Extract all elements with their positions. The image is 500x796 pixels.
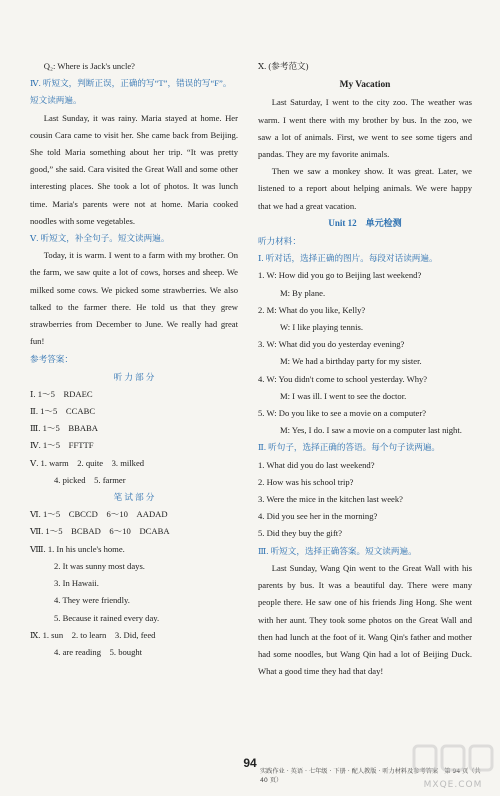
unit-title: Unit 12 单元检测 xyxy=(328,217,402,228)
answer-line: 3. In Hawaii. xyxy=(54,578,99,589)
listening-passage: Today, it is warm. I went to a farm with my brother. On the farm, we saw quite a lot of cows, horses and sheep. We milked some cows. We picked some strawberries. We also talked to the farmer there. He told us that they grew strawberries from December to June. We really had great fun! xyxy=(30,250,238,347)
materials-heading: 听力材料： xyxy=(258,236,301,247)
right-column xyxy=(258,58,472,680)
section-heading: Ⅱ. 听句子，选择正确的答语。每个句子读两遍。 xyxy=(258,442,441,453)
dialogue-line: W: I like playing tennis. xyxy=(280,322,363,333)
answer-line: Ⅸ. 1. sun 2. to learn 3. Did, feed xyxy=(30,629,156,640)
essay-title: My Vacation xyxy=(339,80,391,91)
part-heading: 听 力 部 分 xyxy=(113,371,155,382)
part-heading: 笔 试 部 分 xyxy=(113,492,155,503)
answer-line: 2. It was sunny most days. xyxy=(54,560,145,571)
answer-line: 5. Because it rained every day. xyxy=(54,612,160,623)
essay-paragraph: Last Saturday, I went to the city zoo. The weather was warm. I went there with my brother by bus. In the zoo, we saw a lot of animals. First, we went to see some tigers and pandas. They are my favorite animals. xyxy=(258,97,472,160)
answer-line: Ⅱ. 1～5 CCABC xyxy=(30,406,96,417)
answer-line: Ⅰ. 1～5 RDAEC xyxy=(30,388,93,399)
section-heading: Ⅲ. 听短文，选择正确答案。短文读两遍。 xyxy=(258,545,417,556)
dialogue-line: 4. W: You didn't come to school yesterday. Why? xyxy=(258,373,428,384)
sentence-line: 1. What did you do last weekend? xyxy=(258,459,375,470)
section-heading: Ⅴ. 听短文，补全句子。短文读两遍。 xyxy=(30,233,170,244)
answer-line: Ⅵ. 1～5 CBCCD 6～10 AADAD xyxy=(30,509,168,520)
dialogue-line: 2. M: What do you like, Kelly? xyxy=(258,304,366,315)
sentence-line: 4. Did you see her in the morning? xyxy=(258,511,378,522)
essay-paragraph: Then we saw a monkey show. It was great. Later, we listened to a report about helping animals. We were happy that we had a great vacation. xyxy=(258,166,472,211)
dialogue-line: M: Yes, I do. I saw a movie on a computer last night. xyxy=(280,425,462,436)
page-footer: 实践作业 · 英语 · 七年级 · 下册 · 配人教版 · 听力材料及参考答案 第 94 页（共 40 页） xyxy=(260,768,481,784)
listening-passage: Last Sunday, it was rainy. Maria stayed at home. Her cousin Cara came to visit her. She came back from Beijing. She told Maria something about her trip. “It was pretty good,” she said. Cara visited the Great Wall and some other interesting places. She took a lot of photos. It was lunch time. Maria's parents were not at home. Maria cooked noodles with some vegetables. xyxy=(30,112,238,226)
watermark-text: MXQE.COM xyxy=(423,780,483,790)
dialogue-line: M: We had a birthday party for my sister. xyxy=(280,356,422,367)
page-number: 94 xyxy=(243,756,257,770)
sentence-line: 2. How was his school trip? xyxy=(258,476,354,487)
answer-line: Ⅴ. 1. warm 2. quite 3. milked xyxy=(30,457,145,468)
answer-line: Ⅲ. 1～5 BBABA xyxy=(30,423,98,434)
dialogue-line: M: I was ill. I went to see the doctor. xyxy=(280,390,407,401)
sentence-line: 3. Were the mice in the kitchen last week? xyxy=(258,494,403,505)
answers-heading: 参考答案： xyxy=(30,354,73,365)
answer-line: 4. They were friendly. xyxy=(54,595,130,606)
section-heading: Ⅰ. 听对话，选择正确的图片。每段对话读两遍。 xyxy=(258,253,438,264)
dialogue-line: M: By plane. xyxy=(280,287,326,298)
answer-line: Ⅶ. 1～5 BCBAD 6～10 DCABA xyxy=(30,526,170,537)
dialogue-line: 5. W: Do you like to see a movie on a computer? xyxy=(258,408,427,419)
answer-line: Ⅷ. 1. In his uncle's home. xyxy=(30,543,125,554)
left-column xyxy=(30,58,238,661)
answer-line: 4. picked 5. farmer xyxy=(54,474,126,485)
dialogue-line: 3. W: What did you do yesterday evening? xyxy=(258,339,405,350)
listening-passage: Last Sunday, Wang Qin went to the Great Wall with his parents by bus. It was a beautiful day. There were many people there. He saw one of his friends Jing Hong. She went with her aunt. They took some photos on the Great Wall and then had lunch at the foot of it. Wang Qin's father and mother had some noodles, but Wang Qin had a lot of Beijing Duck. What a good time they had that day! xyxy=(258,562,472,677)
answer-line: Ⅳ. 1～5 FFTTF xyxy=(30,440,94,451)
answer-line: 4. are reading 5. bought xyxy=(54,646,143,657)
section-heading: Ⅳ. 听短文，判断正误，正确的写“T”，错误的写“F”。短文读两遍。 xyxy=(30,78,232,106)
dialogue-line: 1. W: How did you go to Beijing last weekend? xyxy=(258,270,422,281)
section-heading: Ⅹ. (参考范文) xyxy=(258,61,309,71)
question-line: Q₂: Where is Jack's uncle? xyxy=(43,61,135,71)
sentence-line: 5. Did they buy the gift? xyxy=(258,528,343,539)
